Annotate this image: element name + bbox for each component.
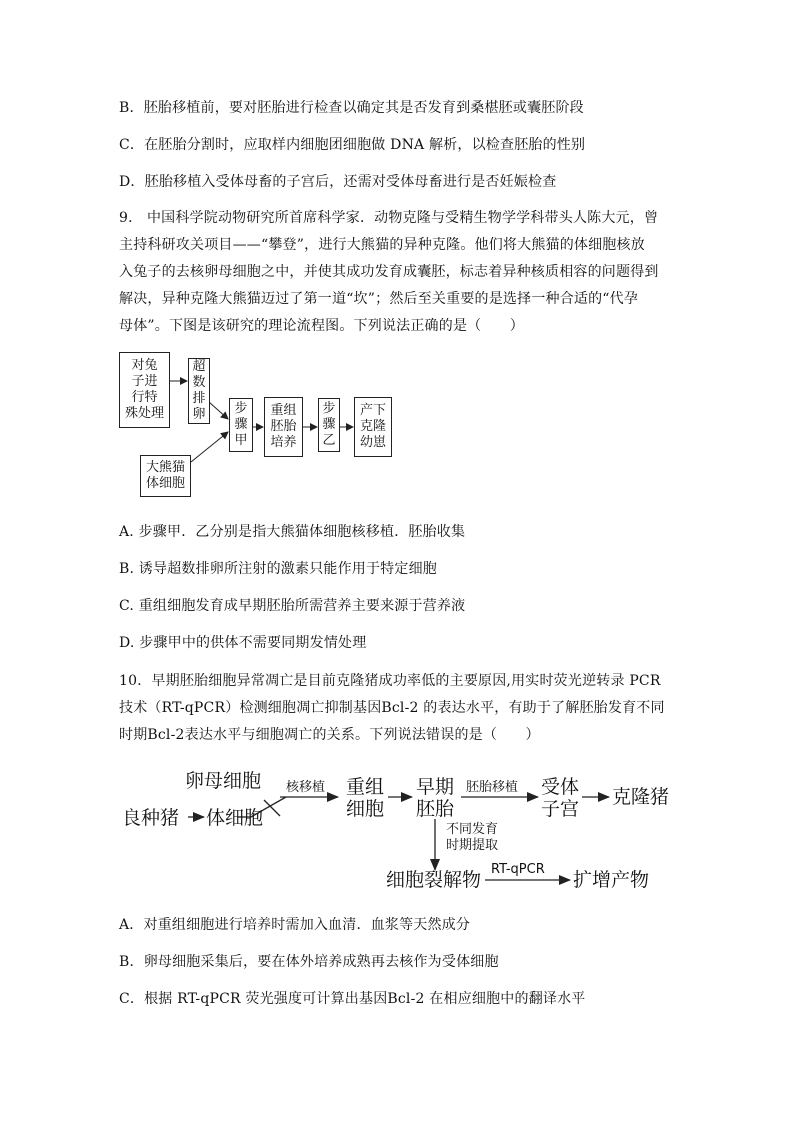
q10-option-c: C．根据 RT-qPCR 荧光强度可计算出基因Bcl-2 在相应细胞中的翻译水平	[119, 991, 586, 1007]
q9-line: 入兔子的去核卵母细胞之中，并使其成功发育成囊胚，标志着异种核质相容的问题得到	[119, 264, 659, 280]
q9-option-c: C. 重组细胞发育成早期胚胎所需营养主要来源于营养液	[119, 598, 466, 614]
question-10-stem	[119, 668, 679, 749]
label-embryo-transfer: 胚胎移植	[466, 780, 519, 795]
label-fine-pig: 良种猪	[122, 807, 180, 829]
label-oocyte: 卵母细胞	[185, 770, 262, 792]
label-somatic-cell: 体细胞	[206, 807, 264, 829]
q10-option-a: A．对重组细胞进行培养时需加入血清．血浆等天然成分	[119, 917, 471, 933]
label-recombinant-cell: 重组 细胞	[346, 776, 385, 820]
q10-line: 10．早期胚胎细胞异常凋亡是目前克隆猪成功率低的主要原因,用实时荧光逆转录 PCR	[119, 673, 661, 689]
label-amplified-product: 扩增产物	[573, 869, 650, 891]
box-rabbit-treatment: 对兔 子进 行特 殊处理	[119, 352, 170, 428]
label-early-embryo: 早期 胚胎	[416, 776, 455, 820]
q9-line: 主持科研攻关项目——“攀登”，进行大熊猫的异种克隆。他们将大熊猫的体细胞核放	[119, 237, 645, 253]
q10-option-b: B．卵母细胞采集后，要在体外培养成熟再去核作为受体细胞	[119, 954, 499, 970]
option-d-prev: D．胚胎移植入受体母畜的子宫后，还需对受体母畜进行是否妊娠检查	[119, 174, 557, 190]
q9-line: 9． 中国科学院动物研究所首席科学家．动物克隆与受精生物学学科带头人陈大元，曾	[119, 210, 659, 226]
label-nuclear-transfer: 核移植	[286, 780, 326, 795]
box-panda-somatic-cell: 大熊猫 体细胞	[140, 455, 191, 497]
q9-option-a: A. 步骤甲．乙分别是指大熊猫体细胞核移植．胚胎收集	[119, 524, 466, 540]
box-step-a: 步 骤 甲	[229, 398, 253, 452]
q9-option-b: B. 诱导超数排卵所注射的激素只能作用于特定细胞	[119, 561, 437, 577]
q9-line: 母体”。下图是该研究的理论流程图。下列说法正确的是（ ）	[119, 318, 524, 334]
q10-line: 技术（RT-qPCR）检测细胞凋亡抑制基因Bcl-2 的表达水平，有助于了解胚胎发育不同	[119, 700, 665, 716]
box-embryo-culture: 重组 胚胎 培养	[264, 397, 303, 457]
q9-option-d: D. 步骤甲中的供体不需要同期发情处理	[119, 635, 367, 651]
box-step-b: 步 骤 乙	[318, 398, 340, 452]
q9-line: 解决，异种克隆大熊猫迈过了第一道“坎”；然后至关重要的是选择一种合适的“代孕	[119, 291, 639, 307]
q10-line: 时期Bcl-2表达水平与细胞凋亡的关系。下列说法错误的是（ ）	[119, 727, 540, 743]
label-rtqpcr: RT-qPCR	[491, 862, 545, 877]
option-b-prev: B．胚胎移植前，要对胚胎进行检查以确定其是否发育到桑椹胚或囊胚阶段	[119, 100, 584, 116]
label-cell-lysate: 细胞裂解物	[386, 869, 482, 891]
label-cloned-pig: 克隆猪	[612, 786, 670, 808]
label-extract-note: 不同发育 时期提取	[446, 822, 499, 853]
option-c-prev: C．在胚胎分割时，应取样内细胞团细胞做 DNA 解析，以检查胚胎的性别	[119, 137, 586, 153]
box-superovulation: 超 数 排 卵	[188, 358, 210, 424]
label-recipient-uterus: 受体 子宫	[541, 776, 580, 820]
box-offspring: 产下 克隆 幼崽	[354, 397, 392, 457]
